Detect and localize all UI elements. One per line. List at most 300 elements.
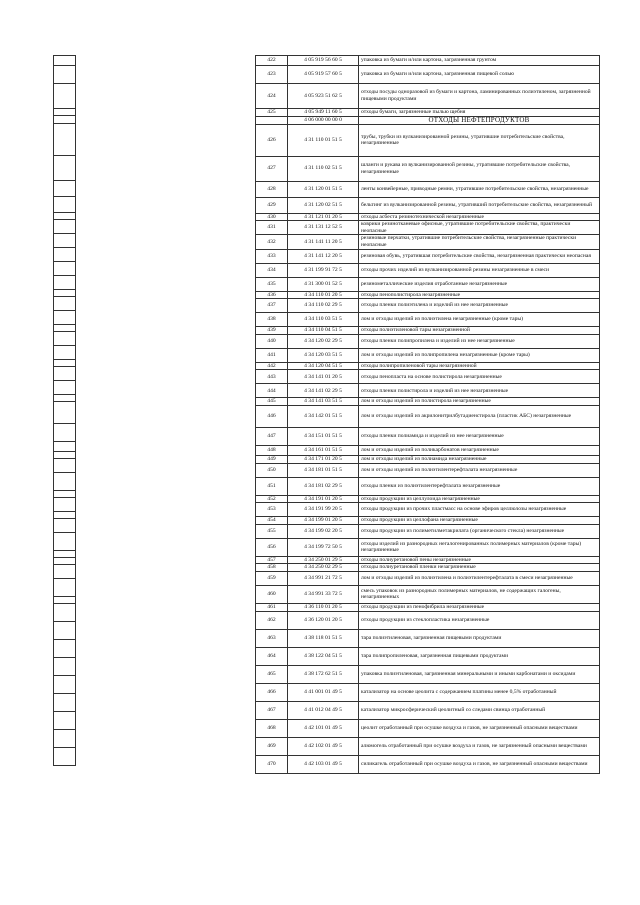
- blank-row: [54, 712, 76, 730]
- waste-description: отходы пленки полистирола и изделий из нее незагрязненные: [359, 384, 600, 398]
- blank-row: [54, 395, 76, 402]
- waste-code: 4 34 141 01 20 5: [288, 370, 359, 384]
- row-number: 426: [256, 124, 288, 156]
- waste-description: лом и отходы изделий из полиэтилена незагрязненные (кроме тары): [359, 313, 600, 327]
- blank-cell: [54, 367, 76, 381]
- blank-cell: [54, 248, 76, 262]
- waste-code: 4 31 141 11 20 5: [288, 235, 359, 249]
- table-row: [256, 629, 600, 647]
- waste-code: 4 36 120 01 20 5: [288, 611, 359, 629]
- waste-description: отходы продукции из полиметилметакрилата (органического стекла) незагрязненные: [359, 524, 600, 538]
- waste-description: упаковка из бумаги и/или картона, загрязненная пищевой солью: [359, 66, 600, 84]
- table-row: [256, 398, 600, 406]
- blank-row: [54, 558, 76, 565]
- blank-row: [54, 565, 76, 579]
- waste-code: 4 34 142 01 51 5: [288, 405, 359, 427]
- waste-description: лом и отходы изделий из поликарбонатов незагрязненные: [359, 445, 600, 455]
- waste-code: 4 42 101 01 49 5: [288, 719, 359, 737]
- blank-row: [54, 640, 76, 658]
- table-row: [256, 603, 600, 611]
- blank-row: [54, 491, 76, 498]
- waste-code: 4 41 012 04 49 5: [288, 701, 359, 719]
- table-row: [256, 611, 600, 629]
- blank-row: [54, 381, 76, 395]
- waste-description: резинометаллические изделия отработанные незагрязненные: [359, 277, 600, 291]
- blank-row: [54, 604, 76, 622]
- blank-row: [54, 311, 76, 325]
- row-number: 441: [256, 348, 288, 362]
- row-number: 468: [256, 719, 288, 737]
- waste-code: 4 34 250 01 29 5: [288, 556, 359, 564]
- blank-cell: [54, 156, 76, 181]
- table-row: [256, 299, 600, 313]
- waste-code: 4 34 191 99 20 5: [288, 503, 359, 517]
- row-number: 429: [256, 197, 288, 213]
- row-number: 434: [256, 263, 288, 277]
- blank-cell: [54, 748, 76, 766]
- blank-cell: [54, 276, 76, 290]
- table-row: [256, 181, 600, 197]
- blank-row: [54, 442, 76, 452]
- blank-row: [54, 290, 76, 297]
- waste-description: резиновые перчатки, утратившие потребительские свойства, незагрязненные практически неопасные: [359, 235, 600, 249]
- table-row: [256, 156, 600, 181]
- waste-code: 4 36 110 01 20 5: [288, 603, 359, 611]
- waste-description: лом и отходы изделий из полиамида незагрязненные: [359, 455, 600, 463]
- row-number: 444: [256, 384, 288, 398]
- row-number: 442: [256, 362, 288, 370]
- blank-cell: [54, 640, 76, 658]
- blank-cell: [54, 622, 76, 640]
- blank-row: [54, 512, 76, 519]
- table-row: [256, 327, 600, 335]
- row-number: 459: [256, 571, 288, 585]
- waste-code: 4 05 919 57 60 5: [288, 66, 359, 84]
- table-row: [256, 585, 600, 603]
- waste-code: 4 34 161 01 51 5: [288, 445, 359, 455]
- blank-cell: [54, 197, 76, 213]
- blank-row: [54, 325, 76, 332]
- blank-cell: [54, 579, 76, 597]
- table-row: [256, 517, 600, 525]
- waste-description: упаковка полиэтиленовая, загрязненная минеральными и иными карбонатами и оксидами: [359, 665, 600, 683]
- row-number: 456: [256, 538, 288, 556]
- waste-description: отходы продукции из целлофана незагрязненные: [359, 517, 600, 525]
- blank-cell: [54, 124, 76, 156]
- blank-cell: [54, 360, 76, 367]
- waste-code: 4 34 120 02 29 5: [288, 334, 359, 348]
- table-row: [256, 737, 600, 755]
- row-number: 446: [256, 405, 288, 427]
- waste-description: ОТХОДЫ НЕФТЕПРОДУКТОВ: [359, 116, 600, 124]
- table-row: [256, 109, 600, 117]
- blank-row: [54, 346, 76, 360]
- blank-cell: [54, 604, 76, 622]
- left-margin-column: [53, 55, 76, 766]
- table-row: [256, 445, 600, 455]
- row-number: 460: [256, 585, 288, 603]
- table-row: [256, 263, 600, 277]
- blank-cell: [54, 730, 76, 748]
- waste-code: 4 34 181 02 29 5: [288, 477, 359, 495]
- blank-cell: [54, 512, 76, 519]
- table-row: [256, 503, 600, 517]
- blank-row: [54, 459, 76, 473]
- waste-description: отходы полиуретановой пленки незагрязненные: [359, 564, 600, 572]
- waste-code: 4 31 110 02 51 5: [288, 156, 359, 181]
- row-number: 469: [256, 737, 288, 755]
- waste-code: 4 34 110 04 51 5: [288, 327, 359, 335]
- blank-row: [54, 694, 76, 712]
- waste-code: 4 31 120 02 51 5: [288, 197, 359, 213]
- waste-description: отходы полиуретановой пены незагрязненные: [359, 556, 600, 564]
- blank-cell: [54, 694, 76, 712]
- waste-description: отходы изделий из разнородных негалогенированных полимерных материалов (кроме тары) незагрязненные: [359, 538, 600, 556]
- waste-code: 4 42 103 01 49 5: [288, 755, 359, 773]
- waste-code: 4 31 131 12 52 5: [288, 221, 359, 235]
- row-number: 422: [256, 56, 288, 66]
- row-number: 432: [256, 235, 288, 249]
- row-number: 435: [256, 277, 288, 291]
- row-number: 425: [256, 109, 288, 117]
- blank-cell: [54, 402, 76, 424]
- blank-row: [54, 367, 76, 381]
- blank-row: [54, 197, 76, 213]
- blank-cell: [54, 424, 76, 442]
- table-row: [256, 719, 600, 737]
- blank-row: [54, 220, 76, 234]
- waste-description: цеолит отработанный при осушке воздуха и газов, не загрязненный опасными веществами: [359, 719, 600, 737]
- waste-description: отходы полипропиленовой тары незагрязненной: [359, 362, 600, 370]
- waste-code: 4 34 991 33 72 5: [288, 585, 359, 603]
- waste-description: силикагель отработанный при осушке воздуха и газов, не загрязненный опасными веществами: [359, 755, 600, 773]
- waste-code: 4 31 120 01 51 5: [288, 181, 359, 197]
- row-number: 461: [256, 603, 288, 611]
- blank-cell: [54, 262, 76, 276]
- blank-cell: [54, 712, 76, 730]
- blank-cell: [54, 220, 76, 234]
- row-number: 436: [256, 291, 288, 299]
- waste-description: отходы полиэтиленовой тары незагрязненной: [359, 327, 600, 335]
- waste-description: отходы пленки полиамида и изделий из нее незагрязненные: [359, 427, 600, 445]
- blank-row: [54, 109, 76, 116]
- blank-row: [54, 332, 76, 346]
- blank-row: [54, 248, 76, 262]
- blank-cell: [54, 459, 76, 473]
- blank-cell: [54, 558, 76, 565]
- blank-row: [54, 658, 76, 676]
- table-row: [256, 556, 600, 564]
- blank-cell: [54, 234, 76, 248]
- row-number: 470: [256, 755, 288, 773]
- waste-code: 4 31 121 01 20 5: [288, 213, 359, 221]
- row-number: 439: [256, 327, 288, 335]
- blank-cell: [54, 297, 76, 311]
- blank-row: [54, 519, 76, 533]
- waste-code: 4 34 199 02 20 5: [288, 524, 359, 538]
- waste-code: 4 31 300 01 52 5: [288, 277, 359, 291]
- waste-code: 4 34 250 02 29 5: [288, 564, 359, 572]
- blank-cell: [54, 84, 76, 109]
- row-number: 454: [256, 517, 288, 525]
- waste-description: отходы прочих изделий из вулканизированной резины незагрязненные в смеси: [359, 263, 600, 277]
- waste-code: 4 41 001 01 49 5: [288, 683, 359, 701]
- blank-row: [54, 452, 76, 459]
- table-row: [256, 564, 600, 572]
- blank-row: [54, 56, 76, 66]
- waste-code: 4 34 181 01 51 5: [288, 463, 359, 477]
- row-number: 438: [256, 313, 288, 327]
- blank-row: [54, 156, 76, 181]
- row-number: 447: [256, 427, 288, 445]
- table-row: [256, 683, 600, 701]
- waste-description: отходы продукции из стеклопластика незагрязненные: [359, 611, 600, 629]
- blank-cell: [54, 473, 76, 491]
- waste-code: 4 34 991 21 72 5: [288, 571, 359, 585]
- section-row: [256, 116, 600, 124]
- waste-code: 4 34 151 01 51 5: [288, 427, 359, 445]
- row-number: 467: [256, 701, 288, 719]
- waste-description: лом и отходы изделий из полиэтилена и полиэтилентерефталата в смеси незагрязненные: [359, 571, 600, 585]
- blank-row: [54, 498, 76, 512]
- waste-code: 4 34 120 03 51 5: [288, 348, 359, 362]
- waste-description: лом и отходы изделий из полипропилена незагрязненные (кроме тары): [359, 348, 600, 362]
- waste-description: катализатор на основе цеолита с содержанием платины менее 0,5% отработанный: [359, 683, 600, 701]
- waste-code: 4 05 949 11 60 5: [288, 109, 359, 117]
- waste-code: 4 34 199 01 20 5: [288, 517, 359, 525]
- waste-description: смесь упаковок из разнородных полимерных материалов, не содержащих галогены, незагрязненных: [359, 585, 600, 603]
- waste-description: трубы, трубки из вулканизированной резины, утратившие потребительские свойства, незагрязненные: [359, 124, 600, 156]
- waste-code: 4 05 923 51 62 5: [288, 84, 359, 109]
- blank-row: [54, 360, 76, 367]
- blank-row: [54, 579, 76, 597]
- table-row: [256, 524, 600, 538]
- blank-row: [54, 622, 76, 640]
- blank-row: [54, 424, 76, 442]
- waste-code: 4 38 118 01 51 5: [288, 629, 359, 647]
- blank-row: [54, 66, 76, 84]
- row-number: 458: [256, 564, 288, 572]
- blank-cell: [54, 381, 76, 395]
- waste-code: 4 31 141 12 20 5: [288, 249, 359, 263]
- table-row: [256, 291, 600, 299]
- blank-row: [54, 116, 76, 124]
- table-row: [256, 405, 600, 427]
- row-number: 424: [256, 84, 288, 109]
- blank-cell: [54, 66, 76, 84]
- blank-cell: [54, 491, 76, 498]
- blank-row: [54, 597, 76, 604]
- table-row: [256, 66, 600, 84]
- waste-code: 4 34 120 04 51 5: [288, 362, 359, 370]
- row-number: 433: [256, 249, 288, 263]
- row-number: 431: [256, 221, 288, 235]
- blank-row: [54, 533, 76, 551]
- table-row: [256, 455, 600, 463]
- table-row: [256, 124, 600, 156]
- blank-cell: [54, 325, 76, 332]
- row-number: 427: [256, 156, 288, 181]
- row-number: 455: [256, 524, 288, 538]
- table-row: [256, 665, 600, 683]
- waste-description: отходы продукции из пенофибрила незагрязненные: [359, 603, 600, 611]
- row-number: 440: [256, 334, 288, 348]
- blank-cell: [54, 533, 76, 551]
- blank-row: [54, 262, 76, 276]
- waste-description: бельтинг из вулканизированной резины, утративший потребительские свойства, незагрязненный: [359, 197, 600, 213]
- row-number: 445: [256, 398, 288, 406]
- waste-description: шланги и рукава из вулканизированной резины, утратившие потребительские свойства, незагрязненные: [359, 156, 600, 181]
- table-row: [256, 647, 600, 665]
- blank-cell: [54, 109, 76, 116]
- blank-row: [54, 748, 76, 766]
- table-row: [256, 463, 600, 477]
- blank-cell: [54, 213, 76, 220]
- blank-row: [54, 297, 76, 311]
- blank-cell: [54, 442, 76, 452]
- row-number: 443: [256, 370, 288, 384]
- waste-description: отходы пенопласта на основе полистирола незагрязненные: [359, 370, 600, 384]
- row-number: 428: [256, 181, 288, 197]
- table-row: [256, 701, 600, 719]
- row-number: 423: [256, 66, 288, 84]
- blank-cell: [54, 452, 76, 459]
- waste-description: отходы пенополистирола незагрязненные: [359, 291, 600, 299]
- blank-cell: [54, 395, 76, 402]
- blank-cell: [54, 56, 76, 66]
- row-number: 466: [256, 683, 288, 701]
- blank-cell: [54, 116, 76, 124]
- blank-row: [54, 473, 76, 491]
- blank-cell: [54, 311, 76, 325]
- row-number: 452: [256, 495, 288, 503]
- table-row: [256, 495, 600, 503]
- blank-cell: [54, 551, 76, 558]
- waste-description: отходы продукции из прочих пластмасс на основе эфиров целлюлозы незагрязненные: [359, 503, 600, 517]
- table-row: [256, 249, 600, 263]
- waste-description: коврики резинотканевые офисные, утратившие потребительские свойства, практически неопасные: [359, 221, 600, 235]
- table-row: [256, 538, 600, 556]
- waste-description: упаковка из бумаги и/или картона, загрязненная грунтом: [359, 56, 600, 66]
- waste-description: отходы пленки из полиэтилентерефталата незагрязненные: [359, 477, 600, 495]
- table-row: [256, 313, 600, 327]
- row-number: 453: [256, 503, 288, 517]
- waste-classification-table: [255, 55, 600, 774]
- waste-description: отходы пленки полипропилена и изделий из нее незагрязненные: [359, 334, 600, 348]
- table-row: [256, 56, 600, 66]
- waste-code: 4 31 199 91 72 5: [288, 263, 359, 277]
- waste-description: отходы посуды одноразовой из бумаги и картона, ламинированных полиэтиленом, загрязненной пищевыми продуктами: [359, 84, 600, 109]
- blank-cell: [54, 332, 76, 346]
- row-number: 450: [256, 463, 288, 477]
- table-row: [256, 384, 600, 398]
- table-row: [256, 334, 600, 348]
- row-number: 457: [256, 556, 288, 564]
- row-number: 462: [256, 611, 288, 629]
- waste-code: 4 34 110 03 51 5: [288, 313, 359, 327]
- waste-description: лом и отходы изделий из акрилонитрилбутадиенстирола (пластик АБС) незагрязненные: [359, 405, 600, 427]
- waste-code: 4 34 191 01 20 5: [288, 495, 359, 503]
- waste-code: 4 34 199 72 50 5: [288, 538, 359, 556]
- row-number: 437: [256, 299, 288, 313]
- blank-row: [54, 730, 76, 748]
- blank-row: [54, 213, 76, 220]
- table-row: [256, 755, 600, 773]
- blank-cell: [54, 519, 76, 533]
- table-row: [256, 348, 600, 362]
- blank-row: [54, 84, 76, 109]
- table-row: [256, 427, 600, 445]
- blank-cell: [54, 346, 76, 360]
- waste-description: лом и отходы изделий из полистирола незагрязненные: [359, 398, 600, 406]
- blank-row: [54, 402, 76, 424]
- waste-code: 4 38 122 04 51 5: [288, 647, 359, 665]
- waste-code: 4 34 110 01 20 5: [288, 291, 359, 299]
- row-number: 430: [256, 213, 288, 221]
- row-number: [256, 116, 288, 124]
- waste-code: 4 38 172 62 51 5: [288, 665, 359, 683]
- waste-description: катализатор микросферический цеолитный со следами свинца отработанный: [359, 701, 600, 719]
- row-number: 451: [256, 477, 288, 495]
- blank-cell: [54, 498, 76, 512]
- row-number: 464: [256, 647, 288, 665]
- blank-row: [54, 234, 76, 248]
- waste-code: 4 34 171 01 20 5: [288, 455, 359, 463]
- table-row: [256, 362, 600, 370]
- blank-cell: [54, 676, 76, 694]
- blank-cell: [54, 565, 76, 579]
- blank-row: [54, 124, 76, 156]
- table-row: [256, 235, 600, 249]
- waste-description: тара полипропиленовая, загрязненная пищевыми продуктами: [359, 647, 600, 665]
- blank-row: [54, 676, 76, 694]
- blank-cell: [54, 290, 76, 297]
- waste-code: 4 42 102 01 49 5: [288, 737, 359, 755]
- waste-description: отходы асбеста резинотехнической незагрязненные: [359, 213, 600, 221]
- blank-cell: [54, 181, 76, 197]
- waste-description: ленты конвейерные, приводные ремни, утратившие потребительские свойства, незагрязненные: [359, 181, 600, 197]
- waste-code: 4 06 000 00 00 0: [288, 116, 359, 124]
- row-number: 463: [256, 629, 288, 647]
- waste-code: 4 34 141 03 51 5: [288, 398, 359, 406]
- row-number: 448: [256, 445, 288, 455]
- waste-description: отходы продукции из целлулоида незагрязненные: [359, 495, 600, 503]
- blank-cell: [54, 597, 76, 604]
- waste-description: алюмогель отработанный при осушке воздуха и газов, не загрязненный опасными веществами: [359, 737, 600, 755]
- table-row: [256, 477, 600, 495]
- row-number: 465: [256, 665, 288, 683]
- waste-code: 4 34 141 02 29 5: [288, 384, 359, 398]
- table-row: [256, 221, 600, 235]
- waste-description: резиновая обувь, утратившая потребительские свойства, незагрязненная практически неопасная: [359, 249, 600, 263]
- blank-row: [54, 551, 76, 558]
- table-row: [256, 213, 600, 221]
- blank-row: [54, 276, 76, 290]
- waste-description: отходы пленки полиэтилена и изделий из нее незагрязненные: [359, 299, 600, 313]
- waste-description: тара полиэтиленовая, загрязненная пищевыми продуктами: [359, 629, 600, 647]
- table-row: [256, 571, 600, 585]
- table-row: [256, 277, 600, 291]
- waste-code: 4 31 110 01 51 5: [288, 124, 359, 156]
- blank-row: [54, 181, 76, 197]
- waste-code: 4 05 919 56 60 5: [288, 56, 359, 66]
- table-row: [256, 84, 600, 109]
- waste-code: 4 34 110 02 29 5: [288, 299, 359, 313]
- waste-description: лом и отходы изделий из полиэтилентерефталата незагрязненные: [359, 463, 600, 477]
- waste-description: отходы бумаги, загрязненные пылью щебня: [359, 109, 600, 117]
- row-number: 449: [256, 455, 288, 463]
- table-row: [256, 197, 600, 213]
